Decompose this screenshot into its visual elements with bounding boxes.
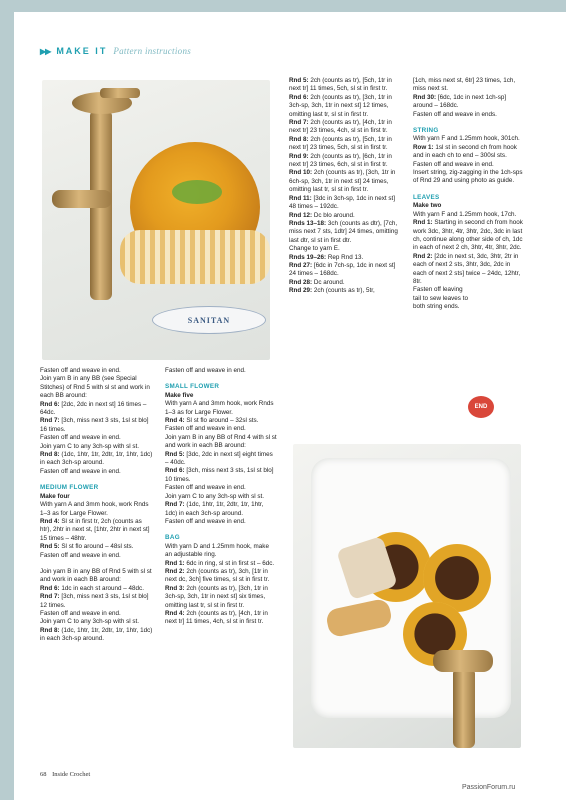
col1-line: Fasten off and weave in end. xyxy=(40,434,121,442)
col4-line: Insert string, zig-zagging in the 1ch-sps of Rnd 29 and using photo as guide. xyxy=(413,169,523,185)
col1-line: Fasten off and weave in end. xyxy=(40,367,121,374)
col3-line: Rnd 6: 2ch (counts as tr), [3ch, 1tr in 3ch-sp, 3ch, 1tr in next st] 12 times, omitting last tr, sl st in first tr. xyxy=(289,93,392,118)
photo-crochet-flowers xyxy=(293,444,521,748)
round-label: Rnd 3: xyxy=(165,584,185,592)
col3-line: Rnds 13–18: 3ch (counts as dtr), [7ch, miss next 7 sts, 1dtr] 24 times, omitting last dtr, sl st in first dtr. xyxy=(289,219,398,244)
col4-line: Fasten off leaving tail to sew leaves to both string ends. xyxy=(413,286,468,311)
col3-line: Rnd 28: Dc around. xyxy=(289,278,345,286)
col4-line: Fasten off and weave in ends. xyxy=(413,110,497,118)
col1-line: With yarn A and 3mm hook, work Rnds 1–3 as for Large Flower. xyxy=(40,501,149,517)
round-label: Rnd 28: xyxy=(289,278,313,286)
column-4 xyxy=(413,77,525,312)
magazine-name: Inside Crochet xyxy=(52,771,91,778)
site-watermark: PassionForum.ru xyxy=(462,784,516,791)
end-badge: END xyxy=(468,396,494,418)
round-label: Rnd 6: xyxy=(40,584,60,592)
col2-line: Fasten off and weave in end. xyxy=(165,484,246,492)
page-header xyxy=(40,45,191,57)
col4-line: Rnd 2: [2dc in next st, 3dc, 3htr, 2tr in each of next 2 sts, 3htr, 3dc, 2dc in each of next 2 sts] twice – 24dc, 12htr, 8tr. xyxy=(413,252,521,285)
column-3 xyxy=(289,77,401,296)
col3-line: Rnd 11: [3dc in 3ch-sp, 1dc in next st] 48 times – 192dc. xyxy=(289,194,396,211)
col1-line: Fasten off and weave in end. xyxy=(40,551,121,559)
col2-line: Fasten off and weave in end. xyxy=(165,517,246,525)
col3-line: Change to yarn E. xyxy=(289,245,340,253)
round-label: Rnd 4: xyxy=(165,609,185,617)
col3-line: Rnd 10: 2ch (counts as tr), [3ch, 1tr in 6ch-sp, 3ch, 1tr in next st] 24 times, omitting last tr, sl st in first tr. xyxy=(289,169,396,194)
col2-line: Rnd 3: 2ch (counts as tr), [3ch, 1tr in 3ch-sp, 3ch, 1tr in next st] six times, omitting last tr, sl st in first tr. xyxy=(165,584,268,609)
col3-line: Rnd 29: 2ch (counts as tr), 5tr, xyxy=(289,287,375,295)
col3-line: Rnd 9: 2ch (counts as tr), [6ch, 1tr in next tr] 23 times, 6ch, sl st in first tr. xyxy=(289,152,392,169)
round-label: Rnd 7: xyxy=(165,501,185,509)
col1-line: Rnd 7: [3ch, miss next 3 sts, 1sl st blo] 12 times. xyxy=(40,593,149,609)
col2-line: Fasten off and weave in end. xyxy=(165,367,246,374)
round-label: Rnd 8: xyxy=(289,135,309,143)
section-heading-leaves: LEAVES xyxy=(413,193,440,201)
col1-line: Rnd 6: 1dc in each st around – 48dc. xyxy=(40,584,144,592)
round-label: Rnd 6: xyxy=(165,467,185,475)
double-arrow-icon: ▶▶ xyxy=(40,46,51,56)
round-label: Rnd 7: xyxy=(40,593,60,601)
page-number: 68 xyxy=(40,771,47,778)
col4-line: With yarn F and 1.25mm hook, 301ch. xyxy=(413,135,520,143)
col1-line: Rnd 8: (1dc, 1htr, 1tr, 2dtr, 1tr, 1htr, 1dc) in each 3ch-sp around. xyxy=(40,626,153,643)
round-label: Rnd 30: xyxy=(413,93,437,101)
round-label: Rnd 4: xyxy=(40,517,60,525)
col2-line: Fasten off and weave in end. xyxy=(165,425,246,433)
round-label: Rnd 6: xyxy=(289,93,309,101)
round-label: Rnd 7: xyxy=(40,417,60,425)
col4-line: Rnd 30: [6dc, 1dc in next 1ch-sp] around – 168dc. xyxy=(413,93,507,110)
round-label: Rnd 5: xyxy=(165,450,185,458)
col1-line: Rnd 7: [3ch, miss next 3 sts, 1sl st blo] 16 times. xyxy=(40,417,149,433)
col4-line: Row 1: 1sl st in second ch from hook and in each ch to end – 300sl sts. xyxy=(413,143,517,160)
subheading: Make five xyxy=(165,391,194,399)
col1-line: Join yarn C to any 3ch-sp with sl st. xyxy=(40,618,140,626)
col1-line: Join yarn B in any BB (see Special Stitches) of Rnd 5 with sl st and work in each BB around: xyxy=(40,375,150,400)
round-label: Rnds 19–26: xyxy=(289,253,327,261)
round-label: Rnd 29: xyxy=(289,287,313,295)
round-label: Rnd 11: xyxy=(289,194,312,202)
col2-line: With yarn A and 3mm hook, work Rnds 1–3 as for Large Flower. xyxy=(165,400,274,416)
col4-line: Rnd 1: Starting in second ch from hook work 3dc, 3htr, 4tr, 3htr, 2dc, 3dc in last ch, continue along other side of ch, 1dc in each of next 2 ch, 3htr, 4tr, 3htr, 2dc. xyxy=(413,219,523,252)
subheading: Make two xyxy=(413,202,442,210)
col1-line: Rnd 5: Sl st flo around – 48sl sts. xyxy=(40,543,134,551)
header-title: MAKE IT xyxy=(56,46,108,56)
col1-line: Fasten off and weave in end. xyxy=(40,467,121,475)
col4-line: Fasten off and weave in end. xyxy=(413,160,494,168)
col1-line: Join yarn C to any 3ch-sp with sl st. xyxy=(40,442,140,450)
col1-line: Rnd 4: Sl st in first tr, 2ch (counts as htr), 2htr in next st, [1htr, 2htr in next st] 15 times – 48htr. xyxy=(40,517,150,542)
col2-line: Rnd 1: 6dc in ring, sl st in first st – 6dc. xyxy=(165,559,275,567)
header-subtitle: Pattern instructions xyxy=(113,46,192,56)
round-label: Rnd 1: xyxy=(165,559,185,567)
column-1 xyxy=(40,367,154,644)
round-label: Rnd 4: xyxy=(165,417,185,425)
col4-line: [1ch, miss next st, 6tr] 23 times, 1ch, miss next st. xyxy=(413,77,516,93)
round-label: Rnd 1: xyxy=(413,219,433,227)
col3-line: Rnd 8: 2ch (counts as tr), [5ch, 1tr in next tr] 23 times, 5ch, sl st in first tr. xyxy=(289,135,392,152)
round-label: Row 1: xyxy=(413,143,434,151)
round-label: Rnd 12: xyxy=(289,211,313,219)
photo-crochet-bag xyxy=(42,80,270,360)
col1-line: Rnd 8: (1dc, 1htr, 1tr, 2dtr, 1tr, 1htr, 1dc) in each 3ch-sp around. xyxy=(40,451,153,467)
col2-line: Rnd 5: [3dc, 2dc in next st] eight times – 40dc. xyxy=(165,450,273,467)
col3-line: Rnds 19–26: Rep Rnd 13. xyxy=(289,253,364,261)
round-label: Rnd 5: xyxy=(40,543,60,551)
section-heading-string: STRING xyxy=(413,127,439,135)
tap-brand-label: SANITAN xyxy=(187,315,231,325)
col2-line: With yarn D and 1.25mm hook, make an adjustable ring. xyxy=(165,542,269,559)
col4-line: With yarn F and 1.25mm hook, 17ch. xyxy=(413,210,517,218)
subheading: Make four xyxy=(40,492,70,500)
round-label: Rnd 8: xyxy=(40,451,60,459)
column-2 xyxy=(165,367,277,627)
col1-line: Join yarn B in any BB of Rnd 5 with sl st and work in each BB around: xyxy=(40,567,152,584)
col2-line: Join yarn B in any BB of Rnd 4 with sl st and work in each BB around: xyxy=(165,433,277,450)
col3-line: Rnd 5: 2ch (counts as tr), [5ch, 1tr in next tr] 11 times, 5ch, sl st in first tr. xyxy=(289,77,392,93)
col2-line: Join yarn C to any 3ch-sp with sl st. xyxy=(165,492,265,500)
round-label: Rnd 8: xyxy=(40,626,60,634)
page-footer xyxy=(40,771,90,778)
col3-line: Rnd 12: Dc blo around. xyxy=(289,211,355,219)
col2-line: Rnd 4: Sl st flo around – 32sl sts. xyxy=(165,417,259,425)
col1-line: Fasten off and weave in end. xyxy=(40,609,121,617)
col3-line: Rnd 7: 2ch (counts as tr), [4ch, 1tr in next tr] 23 times, 4ch, sl st in first tr. xyxy=(289,119,392,135)
round-label: Rnd 9: xyxy=(289,152,309,160)
round-label: Rnd 7: xyxy=(289,119,309,127)
round-label: Rnd 6: xyxy=(40,400,60,408)
round-label: Rnd 5: xyxy=(289,77,309,84)
col1-line: Rnd 6: [2dc, 2dc in next st] 16 times – 64dc. xyxy=(40,400,147,417)
round-label: Rnds 13–18: xyxy=(289,219,327,227)
round-label: Rnd 2: xyxy=(413,252,433,260)
col2-line: Rnd 2: 2ch (counts as tr), 3ch, [1tr in next dc, 3ch] five times, sl st in first tr. xyxy=(165,567,270,584)
section-heading-bag: BAG xyxy=(165,534,180,542)
col2-line: Rnd 7: (1dc, 1htr, 1tr, 2dtr, 1tr, 1htr, 1dc) in each 3ch-sp around. xyxy=(165,501,264,517)
round-label: Rnd 2: xyxy=(165,567,185,575)
col3-line: Rnd 27: [6dc in 7ch-sp, 1dc in next st] 24 times – 168dc. xyxy=(289,261,396,278)
section-heading-small-flower: SMALL FLOWER xyxy=(165,383,220,391)
round-label: Rnd 27: xyxy=(289,261,313,269)
col2-line: Rnd 4: 2ch (counts as tr), [4ch, 1tr in next tr] 11 times, 4ch, sl st in first tr. xyxy=(165,609,268,626)
round-label: Rnd 10: xyxy=(289,169,313,177)
col2-line: Rnd 6: [3ch, miss next 3 sts, 1sl st blo] 10 times. xyxy=(165,467,274,483)
section-heading-medium-flower: MEDIUM FLOWER xyxy=(40,484,99,492)
